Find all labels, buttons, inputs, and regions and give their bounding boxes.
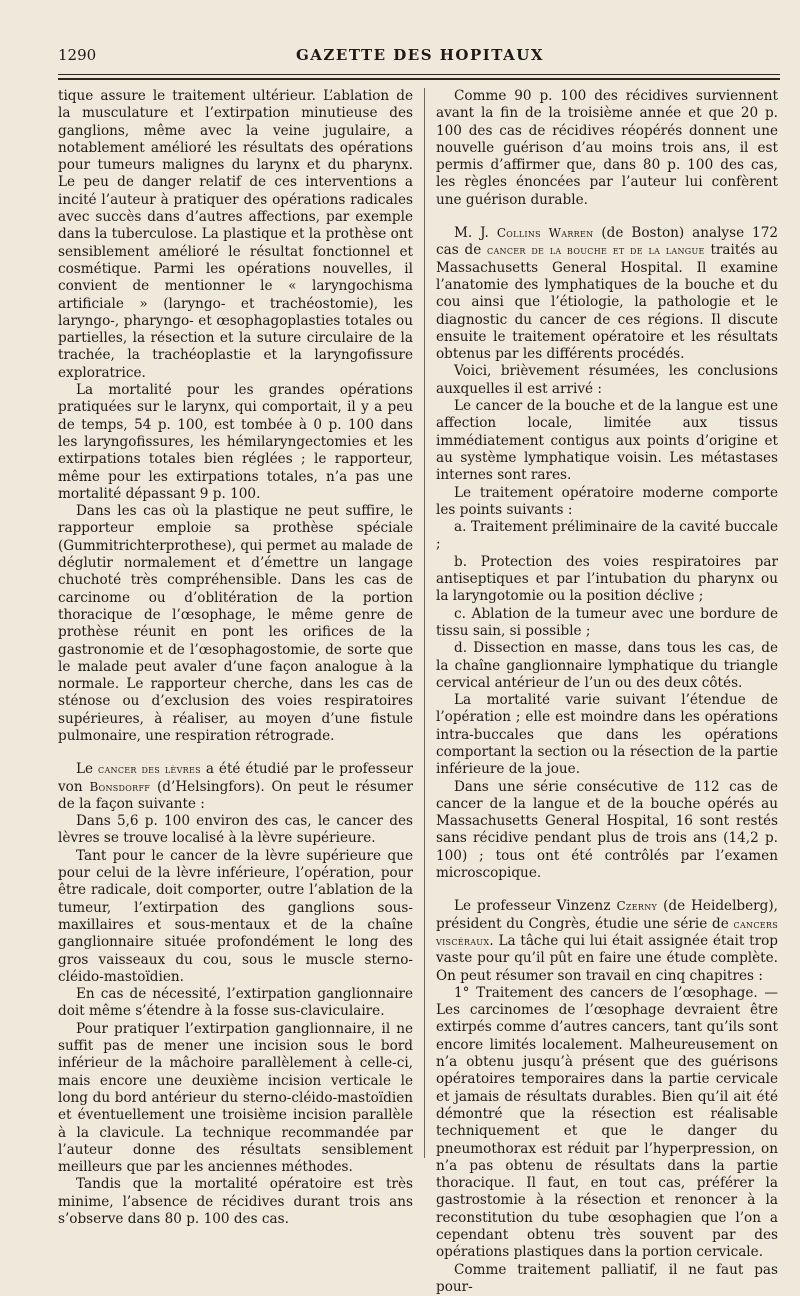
journal-title: GAZETTE DES HOPITAUX <box>295 46 544 64</box>
author-name: Czerny <box>616 899 658 914</box>
paragraph: La mortalité varie suivant l’étendue de l’opération ; elle est moindre dans les opérations intra-buccales que dans les opérations comportant la section ou la résection de la partie inférieure de la joue. <box>436 692 778 778</box>
paragraph: Le traitement opératoire moderne comporte les points suivants : <box>436 484 778 518</box>
topic-term: cancer des lèvres <box>98 762 201 777</box>
list-item: c. Ablation de la tumeur avec une bordure de tissu sain, si possible ; <box>436 605 778 639</box>
paragraph: Comme 90 p. 100 des récidives surviennent avant la fin de la troisième année et que 20 p. 100 des cas de récidives réopérés donnent une nouvelle guérison d’au moins trois ans, il est permis d’affirmer que, dans 80 p. 100 des cas, les règles énoncées par l’auteur lui confèrent une guérison durable. <box>436 88 778 208</box>
left-column <box>58 88 413 1228</box>
author-name: Collins Warren <box>496 226 594 241</box>
list-item: a. Traitement préliminaire de la cavité buccale ; <box>436 519 778 553</box>
paragraph: 1° Traitement des cancers de l’œsophage. — Les carcinomes de l’œsophage devraient être extirpés comme d’autres cancers, tant qu’ils sont encore limités localement. Malheureusement on n’a obtenu jusqu’à présent que des guérisons opératoires temporaires dans la partie cervicale et jamais de résultats durables. Bien qu’il ait été démontré que la résection est réalisable techniquement et que le danger du pneumothorax est réduit par l’hyperpression, on n’a pas obtenu de résultats dans la partie thoracique. Il faut, en tout cas, préférer la gastrostomie à la résection et renoncer à la reconstitution du tube œsophagien que l’on a cependant obtenu très souvent par des opérations plastiques dans la portion cervicale. <box>436 984 778 1261</box>
author-name: Bonsdorff <box>89 779 151 794</box>
paragraph: Comme traitement palliatif, il ne faut pas pour- <box>436 1261 778 1295</box>
list-item: d. Dissection en masse, dans tous les cas, de la chaîne ganglionnaire lymphatique du triangle cervical antérieur de l’un ou des deux côtés. <box>436 640 778 691</box>
page-header <box>58 46 782 70</box>
paragraph: Dans une série consécutive de 112 cas de cancer de la langue et de la bouche opérés au Massachusetts General Hospital, 16 sont restés sans récidive pendant plus de trois ans (14,2 p. 100) ; tous ont été contrôlés par l’examen microscopique. <box>436 778 778 882</box>
paragraph-czerny: Le professeur Vinzenz Czerny (de Heidelberg), président du Congrès, étudie une série de cancers viscéraux. La tâche qui lui était assignée était trop vaste pour qu’il pût en faire une étude complète. On peut résumer son travail en cinq chapitres : <box>436 898 778 984</box>
paragraph: Tant pour le cancer de la lèvre supérieure que pour celui de la lèvre inférieure, l’opération, pour être radicale, doit comporter, outre l’ablation de la tumeur, l’extirpation des ganglions sous-maxillaires et sous-mentaux et de la chaîne ganglionnaire située profondément le long des gros vaisseaux du cou, sous le muscle sterno-cléido-mastoïdien. <box>58 847 413 985</box>
paragraph: La mortalité pour les grandes opérations pratiquées sur le larynx, qui comportait, il y a peu de temps, 54 p. 100, est tombée à 0 p. 100 dans les laryngofissures, les hémilaryngectomies et les extirpations totales bien réglées ; le rapporteur, même pour les extirpations totales, n’a pas une mortalité dépassant 9 p. 100. <box>58 382 413 502</box>
paragraph: tique assure le traitement ultérieur. L’ablation de la musculature et l’extirpation minutieuse des ganglions, même avec la veine jugulaire, a notablement amélioré les résultats des opérations pour tumeurs malignes du larynx et du pharynx. Le peu de danger relatif de ces interventions a incité l’auteur à pratiquer des opérations radicales avec succès dans d’autres affections, par exemple dans la tuberculose. La plastique et la prothèse ont sensiblement amélioré le résultat fonctionnel et cosmétique. Parmi les opérations nouvelles, il convient de mentionner le « laryngochisma artificiale » (laryngo- et trachéostomie), les laryngo-, pharyngo- et œsophagoplasties totales ou partielles, la résection et la suture circulaire de la trachée, la trachéoplastie et la laryngofissure exploratrice. <box>58 88 413 381</box>
paragraph: En cas de nécessité, l’extirpation ganglionnaire doit même s’étendre à la fosse sus-claviculaire. <box>58 986 413 1020</box>
paragraph: Dans les cas où la plastique ne peut suffire, le rapporteur emploie sa prothèse spéciale (Gummitrichterprothese), qui permet au malade de déglutir normalement et d’émettre un langage chuchoté très compréhensible. Dans les cas de carcinome ou d’oblitération de la portion thoracique de l’œsophage, le même genre de prothèse réunit en pont les orifices de la gastronomie et de l’œsophagostomie, de sorte que le malade peut avaler d’une façon analogue à la normale. Le rapporteur cherche, dans les cas de sténose ou d’exclusion des voies respiratoires supérieures, à réaliser, au moyen d’une fistule pulmonaire, une respiration rétrograde. <box>58 503 413 744</box>
paragraph: Voici, brièvement résumées, les conclusions auxquelles il est arrivé : <box>436 363 778 397</box>
paragraph-collins-warren: M. J. Collins Warren (de Boston) analyse 172 cas de cancer de la bouche et de la langue traités au Massachusetts General Hospital. Il examine l’anatomie des lymphatiques de la bouche et du cou ainsi que l’étiologie, la pathologie et le diagnostic du cancer de ces régions. Il discute ensuite le traitement opératoire et les résultats obtenus par les différents procédés. <box>436 225 779 363</box>
list-item: b. Protection des voies respiratoires par antiseptiques et par l’intubation du pharynx ou la laryngotomie ou la position déclive ; <box>436 553 778 605</box>
topic-term: cancer de la bouche et de la langue <box>487 243 705 258</box>
right-column <box>436 88 778 1296</box>
page-number: 1290 <box>58 46 97 64</box>
header-rule-thin <box>58 74 780 75</box>
paragraph: Pour pratiquer l’extirpation ganglionnaire, il ne suffit pas de mener une incision sous le bord inférieur de la mâchoire parallèlement à celle-ci, mais encore une deuxième incision verticale le long du bord antérieur du sterno-cléido-mastoïdien et éventuellement une troisième incision parallèle à la clavicule. La technique recommandée par l’auteur donne des résultats sensiblement meilleurs que par les anciennes méthodes. <box>58 1020 413 1176</box>
paragraph: Tandis que la mortalité opératoire est très minime, l’absence de récidives durant trois ans s’observe dans 80 p. 100 des cas. <box>58 1176 413 1227</box>
column-divider <box>424 88 425 1158</box>
paragraph: Le cancer de la bouche et de la langue est une affection locale, limitée aux tissus immédiatement contigus aux points d’origine et au système lymphatique voisin. Les métastases internes sont rares. <box>436 398 778 484</box>
paragraph-cancer-levres: Le cancer des lèvres a été étudié par le professeur von Bonsdorff (d’Helsingfors). On peut le résumer de la façon suivante : <box>58 761 414 812</box>
topic-term: cancers viscéraux <box>436 916 778 948</box>
header-rule-thick <box>58 78 780 80</box>
paragraph: Dans 5,6 p. 100 environ des cas, le cancer des lèvres se trouve localisé à la lèvre supérieure. <box>58 813 413 847</box>
